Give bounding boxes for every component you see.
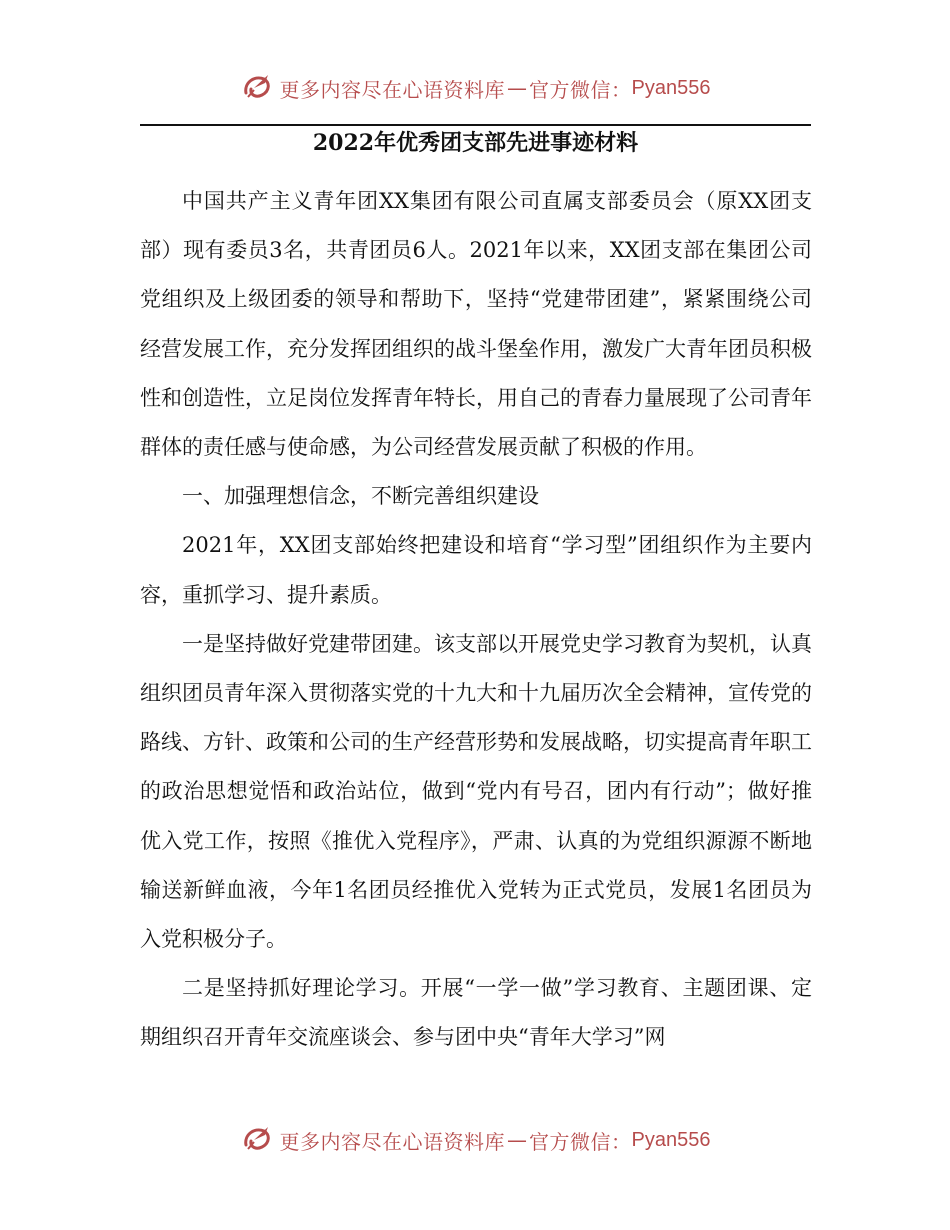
section-heading-1: 一、加强理想信念，不断完善组织建设: [182, 484, 539, 509]
footer-separator: —: [507, 1128, 528, 1152]
quill-swirl-logo-icon: [240, 71, 274, 105]
footer-brand-text: 更多内容尽在心语资料库: [279, 1129, 506, 1154]
quill-swirl-logo-icon: [240, 1123, 274, 1157]
header-brand-text: 更多内容尽在心语资料库: [279, 77, 506, 102]
header-wechat-id: Pyan556: [631, 76, 711, 99]
paragraph-section-1-intro: 2021年，XX团支部始终把建设和培育“学习型”团组织作为主要内容，重抓学习、提升素质。: [140, 533, 812, 607]
paragraph-intro: 中国共产主义青年团XX集团有限公司直属支部委员会（原XX团支部）现有委员3名，共青团员6人。2021年以来，XX团支部在集团公司党组织及上级团委的领导和帮助下，坚持“党建带团建”，紧紧围绕公司经营发展工作，充分发挥团组织的战斗堡垒作用，激发广大青年团员积极性和创造性，立足岗位发挥青年特长，用自己的青春力量展现了公司青年群体的责任感与使命感，为公司经营发展贡献了积极的作用。: [140, 189, 812, 460]
footer-wechat-label: 官方微信：: [529, 1129, 632, 1154]
footer-watermark: [0, 1120, 950, 1160]
header-wechat-label: 官方微信：: [529, 77, 632, 102]
paragraph-point-1: 一是坚持做好党建带团建。该支部以开展党史学习教育为契机，认真组织团员青年深入贯彻落实党的十九大和十九届历次全会精神，宣传党的路线、方针、政策和公司的生产经营形势和发展战略，切实提高青年职工的政治思想觉悟和政治站位，做到“党内有号召，团内有行动”；做好推优入党工作，按照《推优入党程序》，严肃、认真的为党组织源源不断地输送新鲜血液，今年1名团员经推优入党转为正式党员，发展1名团员为入党积极分子。: [140, 631, 812, 952]
header-divider: [140, 124, 811, 126]
footer-wechat-id: Pyan556: [631, 1128, 711, 1151]
page-title: 2022年优秀团支部先进事迹材料: [312, 130, 639, 156]
document-body: [140, 177, 812, 1063]
header-separator: —: [507, 76, 528, 100]
header-watermark: [0, 68, 950, 108]
paragraph-point-2: 二是坚持抓好理论学习。开展“一学一做”学习教育、主题团课、定期组织召开青年交流座谈会、参与团中央“青年大学习”网: [140, 976, 812, 1050]
